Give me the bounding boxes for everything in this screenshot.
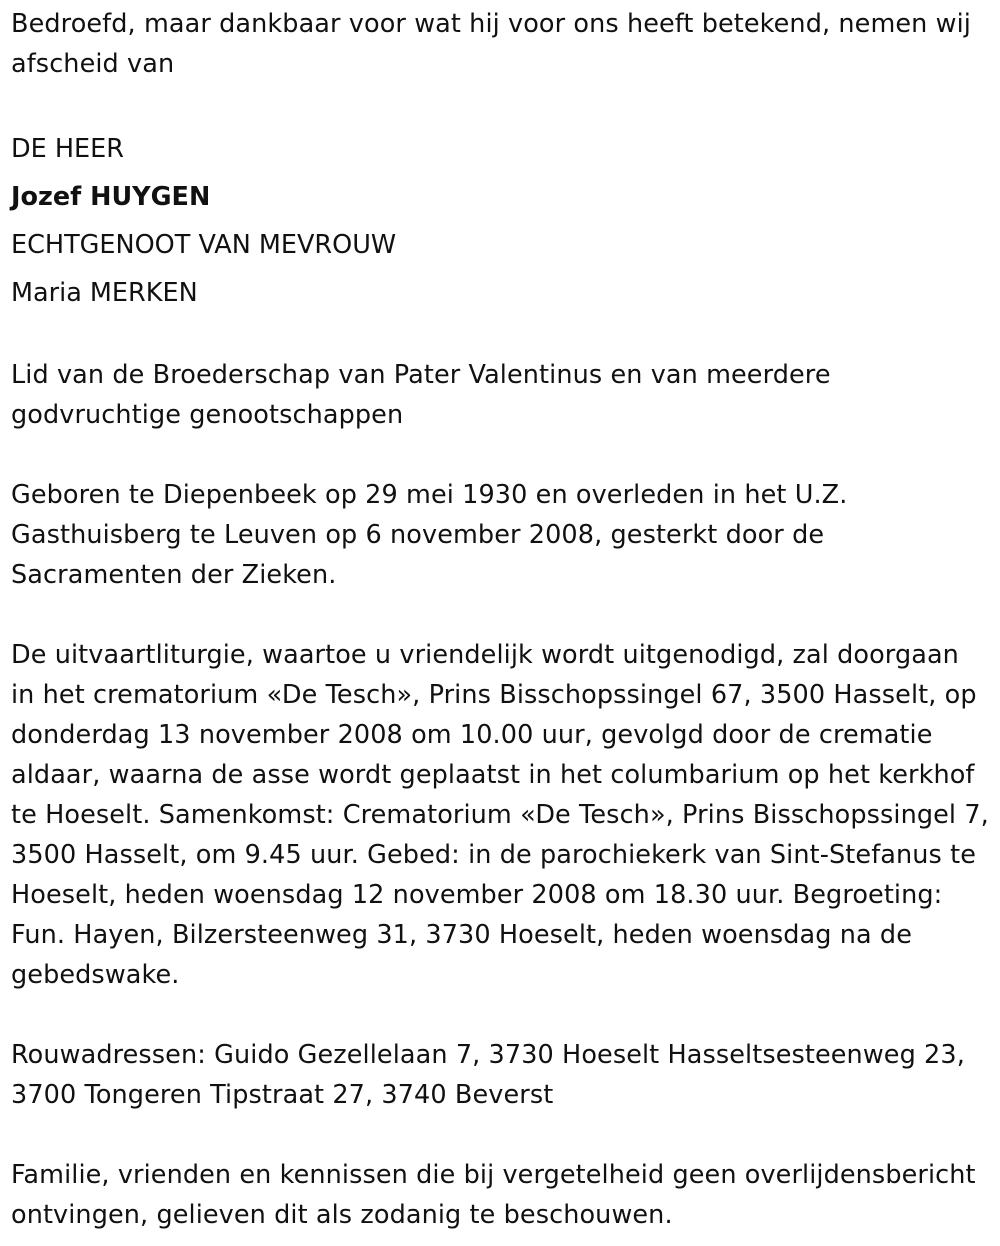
membership-text: Lid van de Broederschap van Pater Valentinus en van meerdere godvruchtige genootschappen [11, 360, 831, 430]
intro-text: Bedroefd, maar dankbaar voor wat hij voor ons heeft betekend, nemen wij afscheid van [11, 9, 971, 79]
closing-text: Familie, vrienden en kennissen die bij vergetelheid geen overlijdensbericht ontvingen, gelieven dit als zodanig te beschouwen. [11, 1160, 976, 1230]
name-block [11, 125, 990, 317]
birth-death-text: Geboren te Diepenbeek op 29 mei 1930 en overleden in het U.Z. Gasthuisberg te Leuven op 6 november 2008, gesterkt door de Sacramenten der Zieken. [11, 480, 848, 590]
spouse-name: Maria MERKEN [11, 278, 198, 308]
title-line: DE HEER [11, 134, 124, 164]
spouse-label: ECHTGENOOT VAN MEVROUW [11, 230, 397, 260]
spacer [11, 317, 990, 355]
spacer [11, 84, 990, 124]
spacer [11, 995, 990, 1035]
spacer [11, 595, 990, 635]
spacer [11, 435, 990, 475]
addresses-text: Rouwadressen: Guido Gezellelaan 7, 3730 Hoeselt Hasseltsesteenweg 23, 3700 Tongeren Tipstraat 27, 3740 Beverst [11, 1040, 965, 1110]
deceased-name: Jozef HUYGEN [11, 182, 211, 212]
spacer [11, 1115, 990, 1155]
funeral-text: De uitvaartliturgie, waartoe u vriendelijk wordt uitgenodigd, zal doorgaan in het crematorium «De Tesch», Prins Bisschopssingel 67, 3500 Hasselt, op donderdag 13 november 2008 om 10.00 uur, gevolgd door de crematie aldaar, waarna de asse wordt geplaatst in het columbarium op het kerkhof te Hoeselt. Samenkomst: Crematorium «De Tesch», Prins Bisschopssingel 7, 3500 Hasselt, om 9.45 uur. Gebed: in de parochiekerk van Sint-Stefanus te Hoeselt, heden woensdag 12 november 2008 om 18.30 uur. Begroeting: Fun. Hayen, Bilzersteenweg 31, 3730 Hoeselt, heden woensdag na de gebedswake. [11, 640, 989, 990]
